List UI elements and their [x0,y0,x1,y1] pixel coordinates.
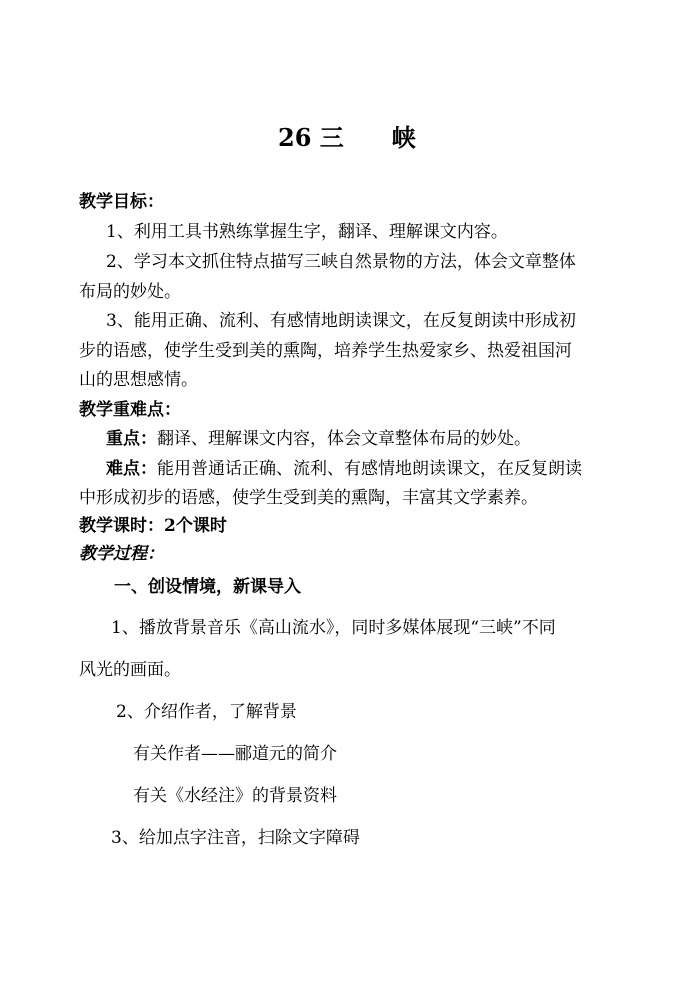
objective-item-2-line-2: 布局的妙处。 [79,282,181,302]
objective-item-1: 1、利用工具书熟练掌握生字，翻译、理解课文内容。 [106,222,508,242]
step-3: 3、给加点字注音，扫除文字障碍 [111,828,360,848]
objectives-heading: 教学目标： [79,192,164,212]
focus-text: 翻译、理解课文内容，体会文章整体布局的妙处。 [157,429,531,449]
difficulty-text-line-2: 中形成初步的语感，使学生受到美的熏陶，丰富其文学素养。 [79,488,538,508]
section-1-heading: 一、创设情境，新课导入 [114,577,301,597]
step-2: 2、介绍作者，了解背景 [116,702,297,722]
objective-item-3-line-1: 3、能用正确、流利、有感情地朗读课文，在反复朗读中形成初 [106,311,576,331]
difficulty-point-line-1 [106,457,582,481]
step-2-sub-background: 有关《水经注》的背景资料 [133,786,337,806]
step-2-sub-author: 有关作者——郦道元的简介 [133,744,337,764]
objective-item-2-line-1: 2、学习本文抓住特点描写三峡自然景物的方法，体会文章整体 [106,252,576,272]
page-title: 26 三 峡 [278,123,416,152]
key-points-heading: 教学重难点： [79,400,181,420]
difficulty-text-line-1: 能用普通话正确、流利、有感情地朗读课文，在反复朗读 [157,459,582,479]
step-1-line-1: 1、播放背景音乐《高山流水》，同时多媒体展现“三峡”不同 [111,618,556,638]
focus-point [106,427,531,451]
process-heading: 教学过程： [79,544,164,564]
step-1-line-2: 风光的画面。 [79,660,181,680]
difficulty-label: 难点： [106,459,157,479]
objective-item-3-line-2: 步的语感，使学生受到美的熏陶，培养学生热爱家乡、热爱祖国河 [79,341,572,361]
objective-item-3-line-3: 山的思想感情。 [79,370,198,390]
focus-label: 重点： [106,429,157,449]
teaching-hours: 教学课时：2个课时 [79,516,227,536]
